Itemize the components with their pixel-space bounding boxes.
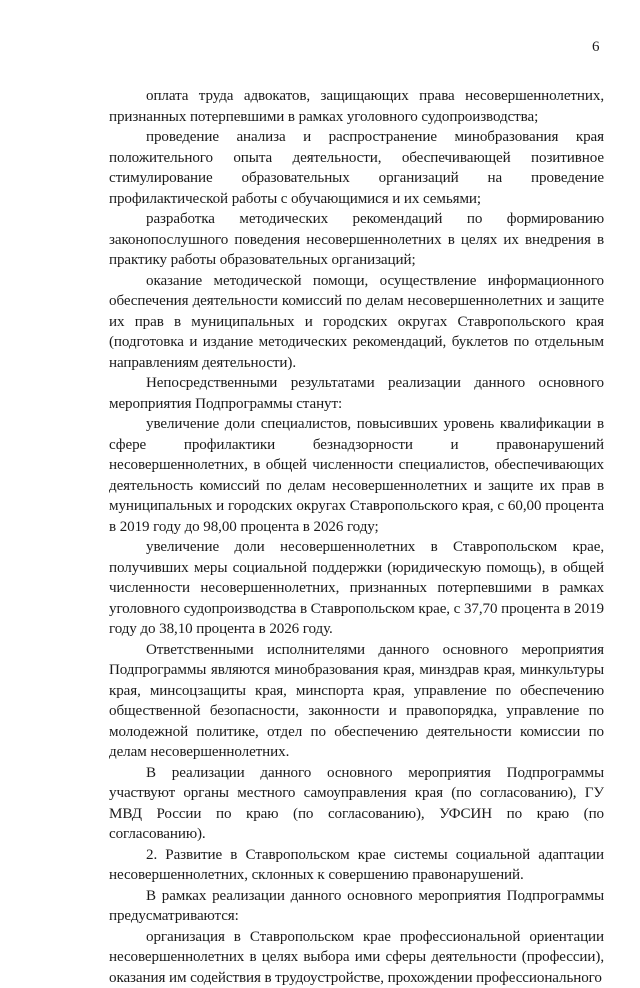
paragraph-methodical-assistance: оказание методической помощи, осуществление информационного обеспечения деятельности комиссий по делам несовершеннолетних и защите их прав в муниципальных и городских округах Ставропольского края (подготовка и издание методических рекомендаций, буклетов по отдельным направлениям деятельности).: [109, 271, 604, 374]
paragraph-responsible-executors: Ответственными исполнителями данного основного мероприятия Подпрограммы являются минобразования края, минздрав края, минкультуры края, минсоцзащиты края, минспорта края, управление по обеспечению общественной безопасности, законности и правопорядка, управление по молодежной политике, отдел по обеспечению деятельности комиссии по делам несовершеннолетних.: [109, 640, 604, 763]
paragraph-participants: В реализации данного основного мероприятия Подпрограммы участвуют органы местного самоуправления края (по согласованию), ГУ МВД России по краю (по согласованию), УФСИН по краю (по согласованию).: [109, 763, 604, 845]
paragraph-advocates-payment: оплата труда адвокатов, защищающих права несовершеннолетних, признанных потерпевшими в рамках уголовного судопроизводства;: [109, 86, 604, 127]
page-number: 6: [592, 38, 600, 56]
paragraph-career-guidance: организация в Ставропольском крае профессиональной ориентации несовершеннолетних в целях выбора ими сферы деятельности (профессии), оказания им содействия в трудоустройстве, прохождении профессионального: [109, 927, 604, 988]
paragraph-direct-results: Непосредственными результатами реализации данного основного мероприятия Подпрограммы станут:: [109, 373, 604, 414]
paragraph-minors-support-share: увеличение доли несовершеннолетних в Ставропольском крае, получивших меры социальной поддержки (юридическую помощь), в общей численности несовершеннолетних, признанных потерпевшими в рамках уголовного судопроизводства в Ставропольском крае, с 37,70 процента в 2019 году до 38,10 процента в 2026 году.: [109, 537, 604, 640]
paragraph-experience-analysis: проведение анализа и распространение минобразования края положительного опыта деятельности, обеспечивающей позитивное стимулирование образовательных организаций на проведение профилактической работы с обучающимися и их семьями;: [109, 127, 604, 209]
document-body: [109, 86, 604, 988]
paragraph-provisions-intro: В рамках реализации данного основного мероприятия Подпрограммы предусматриваются:: [109, 886, 604, 927]
paragraph-section-2-heading: 2. Развитие в Ставропольском крае системы социальной адаптации несовершеннолетних, склонных к совершению правонарушений.: [109, 845, 604, 886]
paragraph-specialists-share: увеличение доли специалистов, повысивших уровень квалификации в сфере профилактики безнадзорности и правонарушений несовершеннолетних, в общей численности специалистов, обеспечивающих деятельность комиссий по делам несовершеннолетних и защите их прав в муниципальных и городских округах Ставропольского края, с 60,00 процента в 2019 году до 98,00 процента в 2026 году;: [109, 414, 604, 537]
paragraph-methodical-recommendations: разработка методических рекомендаций по формированию законопослушного поведения несовершеннолетних в целях их внедрения в практику работы образовательных организаций;: [109, 209, 604, 271]
